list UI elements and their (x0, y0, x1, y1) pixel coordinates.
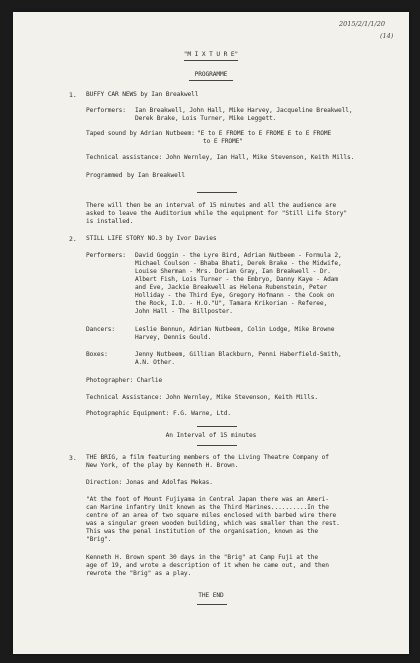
item2-performers-line: the Rock, I.D. - H.O."U", Tamara Krikorian - Referee, (135, 300, 328, 307)
item1-heading: BUFFY CAR NEWS by Ian Breakwell (86, 91, 199, 98)
item1-technical: Technical assistance: John Wernley, Ian Hall, Mike Stevenson, Keith Mills. (86, 154, 355, 161)
item3-quote-line: centre of an area of two square miles enclosed with barbed wire there (86, 512, 337, 519)
item1-programmed: by Ian Breakwell (127, 172, 186, 179)
interval-note-line: There will then be an interval of 15 minutes and all the audience are (86, 202, 337, 209)
subtitle-underline (189, 80, 233, 81)
item3-quote-line: "At the foot of Mount Fujiyama in Central Japan there was an Ameri- (86, 496, 329, 503)
item3-note-line: rewrote the "Brig" as a play. (86, 570, 192, 577)
item2-dancers-line: Harvey, Dennis Gould. (135, 334, 212, 341)
item1-performers-label: Performers: (86, 107, 126, 114)
item3-number: 3. (69, 454, 77, 462)
item2-performers-line: and Eve, Jackie Breakwell as Helena Rubenstein, Peter (135, 284, 328, 291)
item2-number: 2. (69, 235, 77, 243)
item2-boxes-line: Jenny Nutbeem, Gillian Blackburn, Penni Haberfield-Smith, (135, 351, 342, 358)
item2-performers-line: Michael Coulson - Bhaba Bhati, Derek Brake - the Midwife, (135, 260, 342, 267)
item2-photographer: Photographer: Charlie (86, 377, 163, 384)
item3-quote-line: was a singular green wooden building, which was smaller than the rest. (86, 520, 340, 527)
section-divider (197, 192, 237, 193)
item1-performers-line: Ian Breakwell, John Hall, Mike Harvey, Jacqueline Breakwell, (135, 107, 353, 114)
section-divider (197, 426, 237, 427)
interval-note-line: asked to leave the Auditorium while the equipment for "Still Life Story" (86, 210, 348, 217)
section-divider (197, 445, 237, 446)
item2-dancers-label: Dancers: (86, 326, 116, 333)
interval-heading: An Interval of 15 minutes (165, 432, 257, 439)
item3-heading-line: THE BRIG, a film featuring members of the Living Theatre Company of (86, 454, 329, 461)
interval-note-line: is installed. (86, 218, 134, 225)
item3-heading-line: New York, of the play by Kenneth H. Brown. (86, 462, 239, 469)
document-page (13, 12, 409, 654)
end-marker: THE END (198, 592, 224, 599)
item3-direction: Direction: Jonas and Adolfas Mekas. (86, 479, 213, 486)
item2-dancers-line: Leslie Bennun, Adrian Nutbeem, Colin Lodge, Mike Browne (135, 326, 335, 333)
item2-performers-line: Albert Fish, Lois Turner - the Embryo, Danny Kaye - Adam (135, 276, 339, 283)
item1-taped-label: Taped sound by Adrian Nutbeem: (86, 130, 195, 137)
item1-taped-line: to E FROME" (203, 138, 243, 145)
item1-performers-line: Derek Brake, Lois Turner, Mike Leggett. (135, 115, 277, 122)
item3-note-line: age of 19, and wrote a description of it when he came out, and then (86, 562, 329, 569)
item3-quote-line: This was the penal institution of the organisation, known as the (86, 528, 319, 535)
item1-number: 1. (69, 91, 77, 99)
item3-quote-line: "Brig". (86, 536, 112, 543)
title-underline (184, 60, 238, 61)
item2-technical: Technical Assistance: John Wernley, Mike Stevenson, Keith Mills. (86, 394, 319, 401)
end-underline (197, 604, 227, 605)
item2-boxes-label: Boxes: (86, 351, 108, 358)
document-subtitle: PROGRAMME (194, 71, 228, 78)
item3-note-line: Kenneth H. Brown spent 30 days in the "Brig" at Camp Fuji at the (86, 554, 319, 561)
item1-programmed-label: Programmed (86, 172, 123, 179)
item2-performers-line: David Goggin - the Lyre Bird, Adrian Nutbeem - Formula 2, (135, 252, 342, 259)
item2-boxes-line: A.N. Other. (135, 359, 175, 366)
item2-performers-line: Louise Sherman - Mrs. Dorian Gray, Ian Breakwell - Dr. (135, 268, 331, 275)
item2-heading: STILL LIFE STORY NO.3 by Ivor Davies (86, 235, 217, 242)
page-number: (14) (380, 32, 394, 40)
document-title: "M I X T U R E" (183, 51, 239, 58)
item2-equipment: Photographic Equipment: F.G. Warne, Ltd. (86, 410, 232, 417)
item2-performers-line: Holliday - the Third Eye, Gregory Hofmann - the Cook on (135, 292, 335, 299)
item1-taped-line: "E to E FROME to E FROME E to E FROME (197, 130, 332, 137)
item2-performers-line: John Hall - The Billposter. (135, 308, 233, 315)
item2-performers-label: Performers: (86, 252, 126, 259)
archive-reference: 2015/2/1/1/20 (339, 20, 385, 28)
item3-quote-line: can Marine infantry Unit known as the Third Marines..........In the (86, 504, 329, 511)
